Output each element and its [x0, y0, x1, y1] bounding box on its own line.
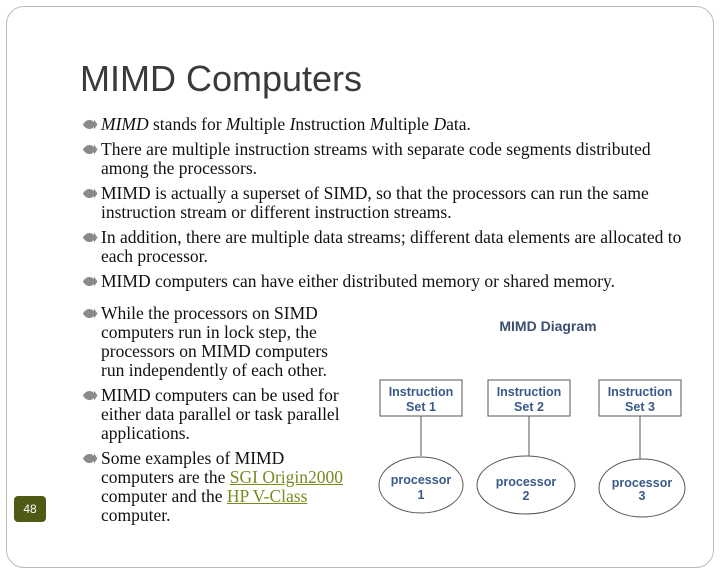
bullet-text: I — [289, 114, 296, 134]
bullet-text: stands for — [148, 114, 226, 134]
hyperlink[interactable]: SGI Origin2000 — [229, 467, 344, 487]
bullet-list — [82, 115, 702, 297]
instruction-set-2-line1: Instruction — [496, 385, 562, 399]
bullet-arrow-icon — [82, 118, 98, 131]
bullet-text: nstruction — [295, 114, 370, 134]
processor-1-ellipse — [379, 457, 463, 513]
instruction-set-3-line2: Set 3 — [625, 400, 655, 414]
bullet-1 — [82, 115, 702, 134]
processor-2-line1: processor — [495, 475, 557, 489]
bullet-text: Some examples of MIMD computers are the — [101, 448, 285, 487]
bullet-arrow-icon — [82, 307, 98, 320]
bullet-text: M — [225, 114, 241, 134]
bullet-4 — [82, 228, 702, 266]
bullet-arrow-icon — [82, 143, 98, 156]
instruction-set-2-box — [488, 380, 570, 416]
bullet-arrow-icon — [82, 389, 98, 402]
bullet-text: ultiple — [384, 114, 434, 134]
processor-2-line2: 2 — [522, 489, 530, 503]
bullet-text: M — [369, 114, 385, 134]
bullet-5 — [82, 272, 702, 291]
mimd-diagram — [368, 300, 686, 520]
bullet-2 — [82, 140, 702, 178]
bullet-text: ata. — [446, 114, 471, 134]
bullet-text: ultiple — [240, 114, 290, 134]
bullet-3 — [82, 184, 702, 222]
bullet-text: D — [433, 114, 447, 134]
bullet-arrow-icon — [82, 187, 98, 200]
processor-1-line1: processor — [390, 473, 452, 487]
bullet-text: computer. — [101, 505, 171, 525]
bullet-text: There are multiple instruction streams with separate code segments distributed among the processors. — [101, 139, 651, 178]
bullet-text: In addition, there are multiple data streams; different data elements are allocated to each processor. — [101, 227, 682, 266]
processor-3-line1: processor — [611, 476, 673, 490]
instruction-set-1-box — [380, 380, 462, 416]
processor-3-ellipse — [599, 459, 685, 517]
diagram-title: MIMD Diagram — [499, 318, 597, 334]
bullet-arrow-icon — [82, 231, 98, 244]
bullet-text: MIMD computers can be used for either data parallel or task parallel applications. — [101, 385, 340, 443]
bullet-text: MIMD is actually a superset of SIMD, so that the processors can run the same instruction stream or different instruction streams. — [101, 183, 649, 222]
instruction-set-3-box — [599, 380, 681, 416]
narrow-bullet-list — [82, 304, 354, 531]
bullet-text: computer and the — [101, 486, 227, 506]
bullet-text: MIMD computers can have either distributed memory or shared memory. — [101, 271, 615, 291]
processor-3-line2: 3 — [638, 489, 646, 503]
bullet-arrow-icon — [82, 275, 98, 288]
instruction-set-1-line2: Set 1 — [406, 400, 436, 414]
processor-1-line2: 1 — [417, 488, 425, 502]
instruction-set-1-line1: Instruction — [388, 385, 454, 399]
bullet-text: MIMD — [101, 114, 149, 134]
narrow-bullet-1 — [82, 304, 354, 380]
instruction-set-2-line2: Set 2 — [514, 400, 544, 414]
hyperlink[interactable]: HP V-Class — [226, 486, 308, 506]
bullet-arrow-icon — [82, 452, 98, 465]
narrow-bullet-2 — [82, 386, 354, 443]
instruction-set-3-line1: Instruction — [607, 385, 673, 399]
narrow-bullet-3 — [82, 449, 354, 525]
slide-title: MIMD Computers — [80, 58, 363, 99]
processor-2-ellipse — [477, 456, 575, 514]
bullet-text: While the processors on SIMD computers run in lock step, the processors on MIMD computers run independently of each other. — [101, 303, 328, 380]
page-number-badge: 48 — [14, 496, 46, 522]
